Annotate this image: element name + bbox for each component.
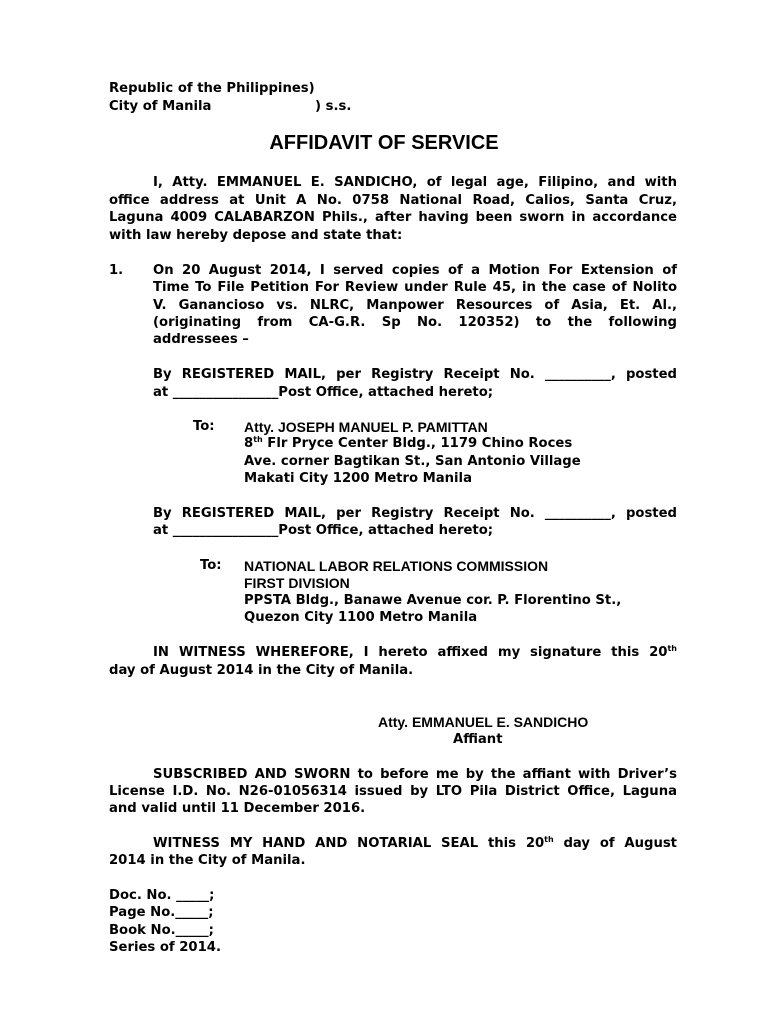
- registered-mail-line: By REGISTERED MAIL, per Registry Receipt No. __________, posted: [153, 506, 677, 521]
- to-label: To:: [193, 419, 215, 434]
- addressee-address: Quezon City 1100 Metro Manila: [244, 610, 478, 625]
- intro-line: Laguna 4009 CALABARZON Phils., after having been sworn in accordance: [109, 210, 677, 225]
- ordinal-suffix: th: [253, 435, 263, 444]
- intro-line: with law hereby depose and state that:: [109, 228, 403, 243]
- address-floor: 8: [244, 436, 254, 451]
- to-label: To:: [200, 558, 222, 573]
- docket-entry: Series of 2014.: [109, 940, 221, 955]
- docket-entry: Page No._____;: [109, 905, 214, 920]
- item1-line: V. Ganancioso vs. NLRC, Manpower Resources of Asia, Et. Al.,: [153, 298, 677, 313]
- witness-line: day of August 2014 in the City of Manila.: [109, 663, 414, 678]
- addressee-name: NATIONAL LABOR RELATIONS COMMISSION: [244, 558, 549, 574]
- addressee-address: [244, 435, 572, 453]
- ordinal-suffix: th: [544, 835, 554, 844]
- item1-line: On 20 August 2014, I served copies of a Motion For Extension of: [153, 263, 677, 278]
- addressee-name: Atty. JOSEPH MANUEL P. PAMITTAN: [244, 419, 488, 435]
- docket-entry: Doc. No. _____;: [109, 888, 215, 903]
- registered-mail-line: By REGISTERED MAIL, per Registry Receipt No. __________, posted: [153, 367, 677, 382]
- intro-line: I, Atty. EMMANUEL E. SANDICHO, of legal age, Filipino, and with: [153, 175, 677, 190]
- item1-line: (originating from CA-G.R. Sp No. 120352) to the following: [153, 315, 677, 330]
- registered-mail-line: at ________________Post Office, attached hereto;: [153, 385, 494, 400]
- subscribed-line: and valid until 11 December 2016.: [109, 801, 366, 816]
- witness-line: [153, 644, 677, 662]
- witness-text: IN WITNESS WHEREFORE, I hereto affixed my signature this 20: [153, 645, 668, 660]
- subscribed-line: License I.D. No. N26-01056314 issued by LTO Pila District Office, Laguna: [109, 784, 677, 799]
- header-ss: ) s.s.: [315, 99, 352, 114]
- notarial-line: [153, 835, 677, 853]
- item1-line: addressees –: [153, 332, 249, 347]
- document-title: AFFIDAVIT OF SERVICE: [269, 132, 499, 154]
- addressee-address: PPSTA Bldg., Banawe Avenue cor. P. Florentino St.,: [244, 593, 622, 608]
- docket-entry: Book No._____;: [109, 923, 214, 938]
- affiant-role: Affiant: [453, 732, 503, 747]
- header-republic: Republic of the Philippines): [109, 81, 315, 96]
- addressee-address: Ave. corner Bagtikan St., San Antonio Village: [244, 454, 581, 469]
- header-city: City of Manila: [109, 99, 212, 114]
- notarial-text: WITNESS MY HAND AND NOTARIAL SEAL this 20: [153, 836, 545, 851]
- address-building: Flr Pryce Center Bldg., 1179 Chino Roces: [262, 436, 573, 451]
- subscribed-line: SUBSCRIBED AND SWORN to before me by the affiant with Driver’s: [153, 767, 677, 782]
- item1-line: Time To File Petition For Review under Rule 45, in the case of Nolito: [153, 280, 677, 295]
- notarial-line: 2014 in the City of Manila.: [109, 853, 306, 868]
- affiant-name: Atty. EMMANUEL E. SANDICHO: [378, 714, 589, 730]
- ordinal-suffix: th: [667, 644, 677, 653]
- registered-mail-line: at ________________Post Office, attached hereto;: [153, 523, 494, 538]
- addressee-division: FIRST DIVISION: [244, 575, 350, 591]
- intro-line: office address at Unit A No. 0758 National Road, Calios, Santa Cruz,: [109, 193, 677, 208]
- notarial-text-end: day of August: [553, 836, 677, 851]
- addressee-address: Makati City 1200 Metro Manila: [244, 471, 472, 486]
- item-number: 1.: [109, 263, 124, 278]
